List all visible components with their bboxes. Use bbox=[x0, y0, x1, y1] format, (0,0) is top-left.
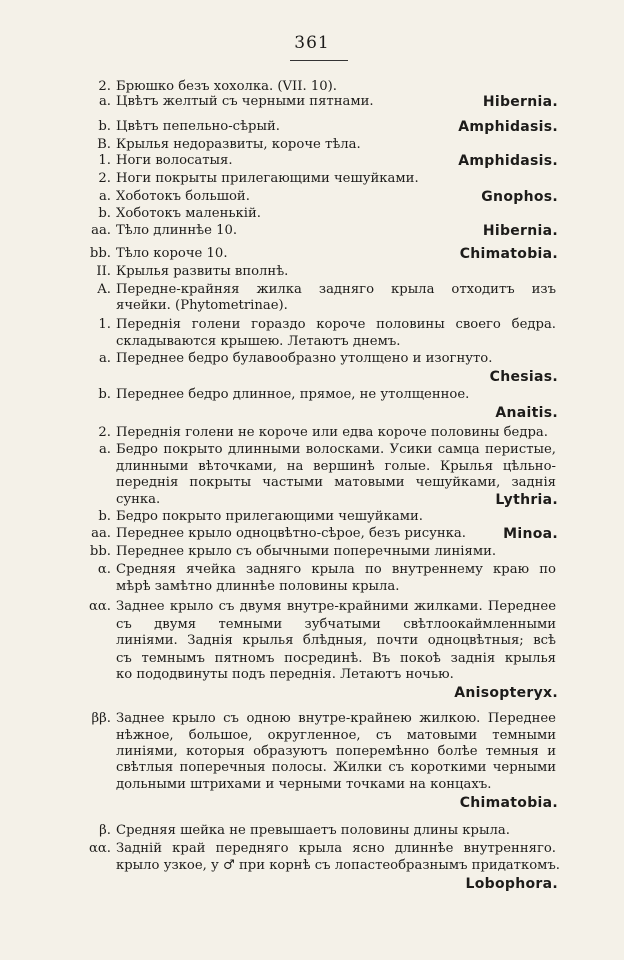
key-entry bbox=[0, 794, 624, 812]
entry-text: ко пододвинуты подъ переднія. Летаютъ ночью. bbox=[116, 667, 454, 682]
entry-marker: II. bbox=[96, 264, 111, 279]
key-entry bbox=[0, 316, 624, 334]
entry-text: нѣжное, большое, округленное, съ матовыми темными bbox=[116, 728, 556, 743]
key-entry bbox=[0, 666, 624, 684]
entry-text: Переднее бедро длинное, прямое, не утолщенное. bbox=[116, 387, 470, 402]
entry-marker: 1. bbox=[98, 317, 111, 332]
genus-name: Gnophos. bbox=[481, 189, 558, 205]
key-entry bbox=[0, 424, 624, 442]
key-entry bbox=[0, 474, 624, 492]
key-entry bbox=[0, 776, 624, 794]
key-entry bbox=[0, 822, 624, 840]
key-entry bbox=[0, 710, 624, 728]
genus-name: Hibernia. bbox=[482, 223, 558, 239]
key-entry bbox=[0, 404, 624, 422]
entry-marker: α. bbox=[97, 562, 111, 577]
key-entry bbox=[0, 491, 624, 509]
entry-text: Тѣло короче 10. bbox=[116, 246, 228, 261]
key-entry bbox=[0, 386, 624, 404]
entry-text: Средняя ячейка задняго крыла по внутреннему краю по bbox=[116, 562, 556, 577]
entry-marker: b. bbox=[98, 387, 111, 402]
entry-text: дольными штрихами и черными точками на концахъ. bbox=[116, 777, 492, 792]
key-entry bbox=[0, 350, 624, 368]
entry-marker: b. bbox=[98, 119, 111, 134]
key-entry bbox=[0, 875, 624, 893]
key-entry bbox=[0, 578, 624, 596]
key-entry bbox=[0, 170, 624, 188]
entry-marker: a. bbox=[98, 189, 111, 204]
entry-text: Переднее крыло съ обычными поперечными линіями. bbox=[116, 544, 497, 559]
key-entry bbox=[0, 684, 624, 702]
key-entry bbox=[0, 368, 624, 386]
entry-text: Переднее бедро булавообразно утолщено и изогнуто. bbox=[116, 351, 493, 366]
entry-text: переднія покрыты частыми матовыми чешуйками, заднія bbox=[116, 475, 556, 490]
genus-name: Amphidasis. bbox=[458, 119, 558, 135]
entry-text: Хоботокъ маленькій. bbox=[116, 206, 261, 221]
key-entry bbox=[0, 118, 624, 136]
genus-name: Anaitis. bbox=[495, 405, 558, 421]
entry-text: крыло узкое, у ♂ при корнѣ съ лопастеобразнымъ придаткомъ. bbox=[116, 858, 560, 873]
key-entry bbox=[0, 93, 624, 111]
key-entry bbox=[0, 857, 624, 875]
entry-text: линіями, которыя образуютъ поперемѣнно болѣе темныя и bbox=[116, 744, 556, 759]
entry-marker: bb. bbox=[89, 544, 111, 559]
genus-name: Chesias. bbox=[489, 369, 558, 385]
key-entry bbox=[0, 840, 624, 858]
entry-text: складываются крышею. Летаютъ днемъ. bbox=[116, 334, 401, 349]
entry-text: Средняя шейка не превышаетъ половины длины крыла. bbox=[116, 823, 510, 838]
entry-marker: a. bbox=[98, 351, 111, 366]
genus-name: Chimatobia. bbox=[459, 795, 558, 811]
genus-name: Minoa. bbox=[503, 526, 558, 542]
page-number: 361 bbox=[294, 33, 330, 53]
entry-text: съ темнымъ пятномъ посрединѣ. Въ покоѣ заднія крылья bbox=[116, 651, 556, 666]
key-entry bbox=[0, 632, 624, 650]
key-entry bbox=[0, 205, 624, 223]
key-entry bbox=[0, 188, 624, 206]
genus-name: Amphidasis. bbox=[458, 153, 558, 169]
entry-marker: b. bbox=[98, 206, 111, 221]
entry-text: длинными вѣточками, на вершинѣ голые. Крылья цѣльно- bbox=[116, 459, 556, 474]
entry-marker: 2. bbox=[98, 171, 111, 186]
entry-marker: 2. bbox=[98, 79, 111, 94]
page-number-rule bbox=[290, 60, 348, 61]
entry-text: ячейки. (Phytometrinae). bbox=[116, 298, 288, 313]
key-entry bbox=[0, 263, 624, 281]
key-entry bbox=[0, 525, 624, 543]
entry-marker: αα. bbox=[88, 841, 111, 856]
entry-text: Переднія голени не короче или едва короче половины бедра. bbox=[116, 425, 548, 440]
key-entry bbox=[0, 508, 624, 526]
genus-name: Lythria. bbox=[495, 492, 558, 508]
genus-name: Chimatobia. bbox=[459, 246, 558, 262]
entry-marker: a. bbox=[98, 94, 111, 109]
entry-marker: ββ. bbox=[91, 711, 111, 726]
entry-text: мѣрѣ замѣтно длиннѣе половины крыла. bbox=[116, 579, 400, 594]
entry-marker: aa. bbox=[91, 223, 111, 238]
entry-text: Цвѣтъ желтый съ черными пятнами. bbox=[116, 94, 374, 109]
key-entry bbox=[0, 441, 624, 459]
entry-marker: αα. bbox=[88, 599, 111, 614]
key-entry bbox=[0, 561, 624, 579]
genus-name: Lobophora. bbox=[465, 876, 558, 892]
entry-text: съ двумя темными зубчатыми свѣтлоокаймленными bbox=[116, 617, 556, 632]
entry-text: Крылья развиты вполнѣ. bbox=[116, 264, 289, 279]
entry-marker: a. bbox=[98, 442, 111, 457]
entry-marker: aa. bbox=[91, 526, 111, 541]
entry-text: сунка. bbox=[116, 492, 161, 507]
key-entry bbox=[0, 543, 624, 561]
entry-text: Цвѣтъ пепельно-сѣрый. bbox=[116, 119, 280, 134]
entry-marker: β. bbox=[99, 823, 111, 838]
entry-text: Тѣло длиннѣе 10. bbox=[116, 223, 238, 238]
entry-text: Брюшко безъ хохолка. (VII. 10). bbox=[116, 79, 337, 94]
key-entry bbox=[0, 598, 624, 616]
entry-text: Заднее крыло съ одною внутре-крайнею жилкою. Переднее bbox=[116, 711, 556, 726]
entry-text: Задній край передняго крыла ясно длиннѣе внутренняго. bbox=[116, 841, 556, 856]
entry-marker: B. bbox=[97, 137, 111, 152]
entry-text: Переднее крыло одноцвѣтно-сѣрое, безъ рисунка. bbox=[116, 526, 466, 541]
entry-text: Бедро покрыто прилегающими чешуйками. bbox=[116, 509, 423, 524]
entry-marker: 1. bbox=[98, 153, 111, 168]
key-entry bbox=[0, 245, 624, 263]
entry-text: линіями. Заднія крылья блѣдныя, почти одноцвѣтныя; всѣ bbox=[116, 633, 556, 648]
entry-marker: 2. bbox=[98, 425, 111, 440]
entry-text: Крылья недоразвиты, короче тѣла. bbox=[116, 137, 361, 152]
key-entry bbox=[0, 759, 624, 777]
genus-name: Anisopteryx. bbox=[454, 685, 558, 701]
entry-marker: bb. bbox=[89, 246, 111, 261]
key-entry bbox=[0, 222, 624, 240]
entry-text: Передне-крайняя жилка задняго крыла отходитъ изъ bbox=[116, 282, 556, 297]
key-entry bbox=[0, 152, 624, 170]
entry-text: Заднее крыло съ двумя внутре-крайними жилками. Переднее bbox=[116, 599, 556, 614]
entry-marker: A. bbox=[97, 282, 111, 297]
entry-text: Хоботокъ большой. bbox=[116, 189, 250, 204]
entry-text: свѣтлыя поперечныя полосы. Жилки съ короткими черными bbox=[116, 760, 556, 775]
genus-name: Hibernia. bbox=[482, 94, 558, 110]
entry-text: Ноги волосатыя. bbox=[116, 153, 233, 168]
entry-text: Ноги покрыты прилегающими чешуйками. bbox=[116, 171, 419, 186]
key-entry bbox=[0, 297, 624, 315]
entry-text: Бедро покрыто длинными волосками. Усики самца перистые, bbox=[116, 442, 556, 457]
entry-marker: b. bbox=[98, 509, 111, 524]
entry-text: Переднія голени гораздо короче половины своего бедра. bbox=[116, 317, 556, 332]
key-entry bbox=[0, 333, 624, 351]
